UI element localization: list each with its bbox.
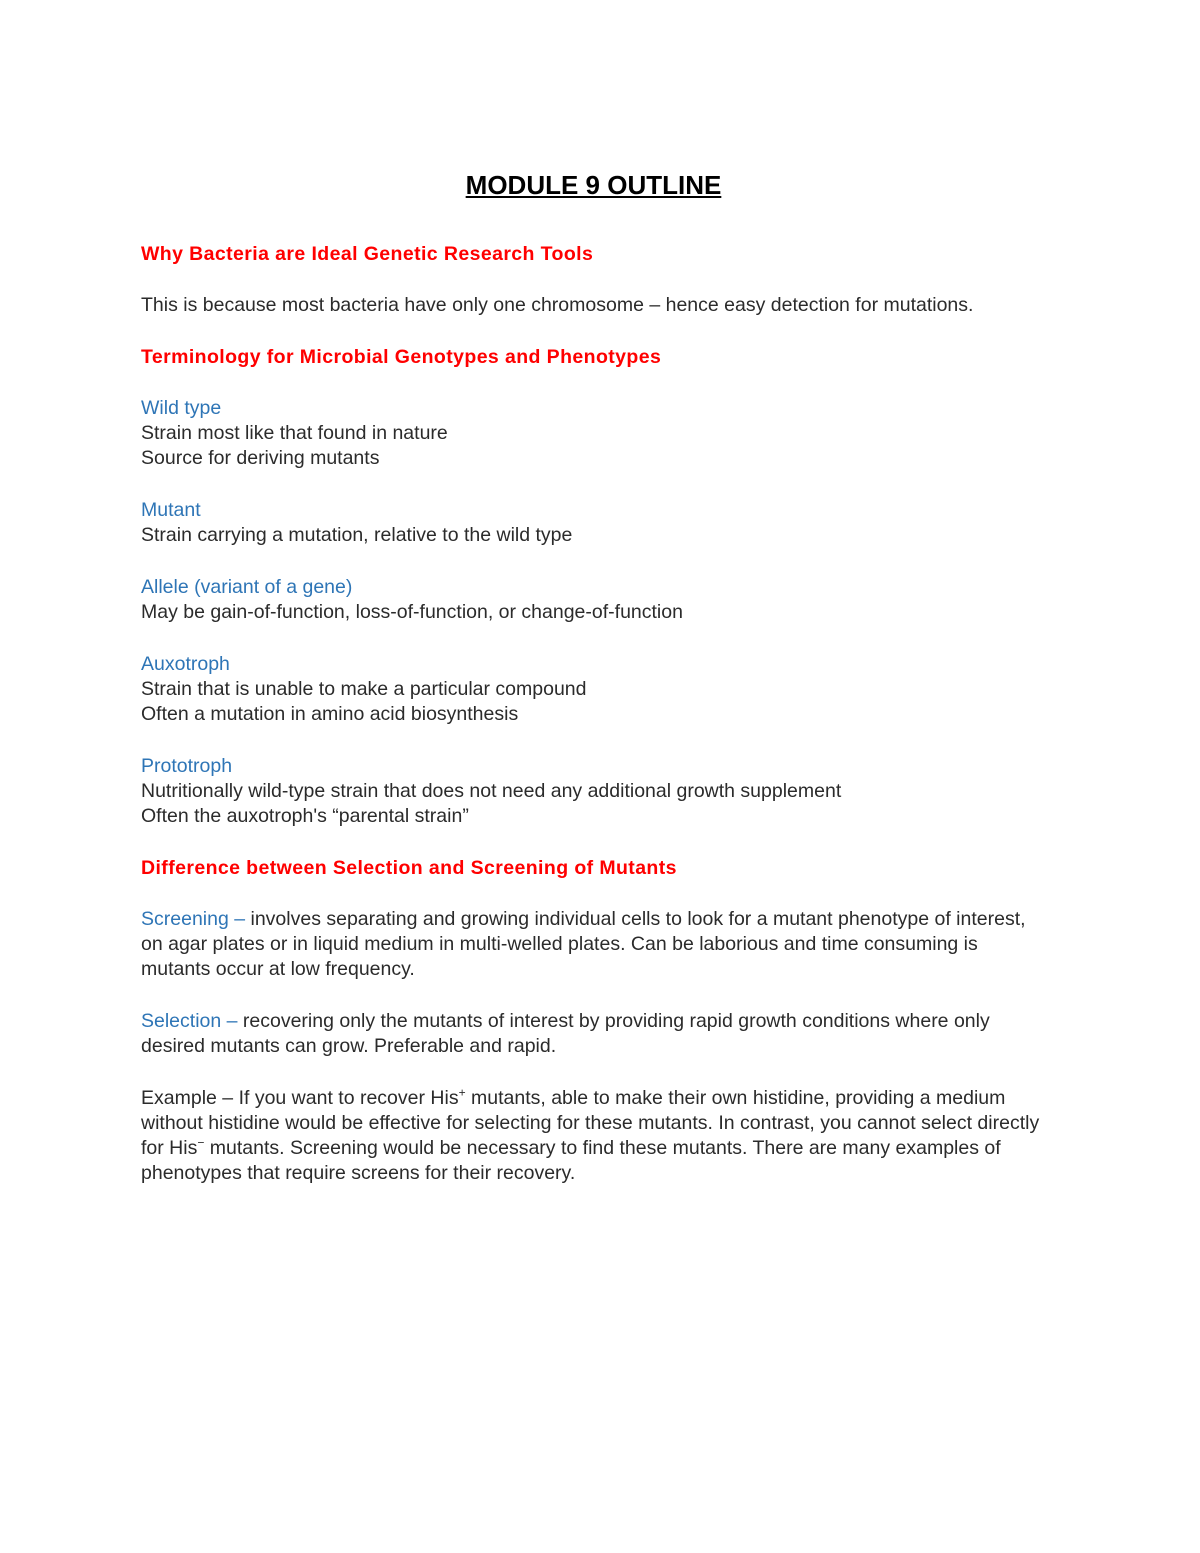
example-paragraph: [141, 1086, 1046, 1186]
term-allele: [141, 575, 1046, 625]
screening-term: Screening –: [141, 908, 246, 930]
example-text-1: If you want to recover His: [238, 1087, 459, 1109]
term-label: Auxotroph: [141, 653, 230, 675]
term-prototroph: [141, 754, 1046, 829]
screening-paragraph: [141, 907, 1046, 982]
section-heading-why-bacteria: Why Bacteria are Ideal Genetic Research Tools: [141, 243, 594, 265]
term-label: Wild type: [141, 397, 222, 419]
screening-text: involves separating and growing individual cells to look for a mutant phenotype of interest, on agar plates or in liquid medium in multi-welled plates. Can be laborious and time consuming is mutants occur at low frequency.: [141, 908, 1026, 980]
example-text-2: mutants, able to make their own histidine, providing a medium without histidine would be effective for selecting for these mutants. In contrast, you cannot select directly for His: [141, 1087, 1040, 1159]
term-definition-line: Often a mutation in amino acid biosynthesis: [141, 703, 519, 725]
term-definition-line: Strain most like that found in nature: [141, 422, 448, 444]
term-label: Allele (variant of a gene): [141, 576, 353, 598]
selection-paragraph: [141, 1009, 1046, 1059]
term-definition-line: May be gain-of-function, loss-of-function, or change-of-function: [141, 601, 683, 623]
term-definition-line: Strain that is unable to make a particular compound: [141, 678, 587, 700]
document-page: [141, 168, 1046, 1213]
term-auxotroph: [141, 652, 1046, 727]
superscript-plus: +: [458, 1085, 466, 1100]
term-label: Mutant: [141, 499, 201, 521]
term-wild-type: [141, 396, 1046, 471]
term-definition-line: Strain carrying a mutation, relative to the wild type: [141, 524, 573, 546]
page-title: MODULE 9 OUTLINE: [465, 170, 722, 200]
superscript-minus: −: [197, 1135, 205, 1150]
section-heading-terminology: Terminology for Microbial Genotypes and Phenotypes: [141, 346, 662, 368]
section-heading-selection-screening: Difference between Selection and Screening of Mutants: [141, 857, 677, 879]
term-definition-line: Often the auxotroph's “parental strain”: [141, 805, 469, 827]
term-definition-line: Source for deriving mutants: [141, 447, 380, 469]
selection-text: recovering only the mutants of interest by providing rapid growth conditions where only desired mutants can grow. Preferable and rapid.: [141, 1010, 990, 1057]
term-definition-line: Nutritionally wild-type strain that does not need any additional growth supplement: [141, 780, 842, 802]
example-lead: Example –: [141, 1087, 239, 1109]
selection-term: Selection –: [141, 1010, 238, 1032]
why-bacteria-body: This is because most bacteria have only one chromosome – hence easy detection for mutations.: [141, 294, 974, 316]
term-mutant: [141, 498, 1046, 548]
term-label: Prototroph: [141, 755, 233, 777]
example-text-3: mutants. Screening would be necessary to find these mutants. There are many examples of phenotypes that require screens for their recovery.: [141, 1137, 1001, 1184]
